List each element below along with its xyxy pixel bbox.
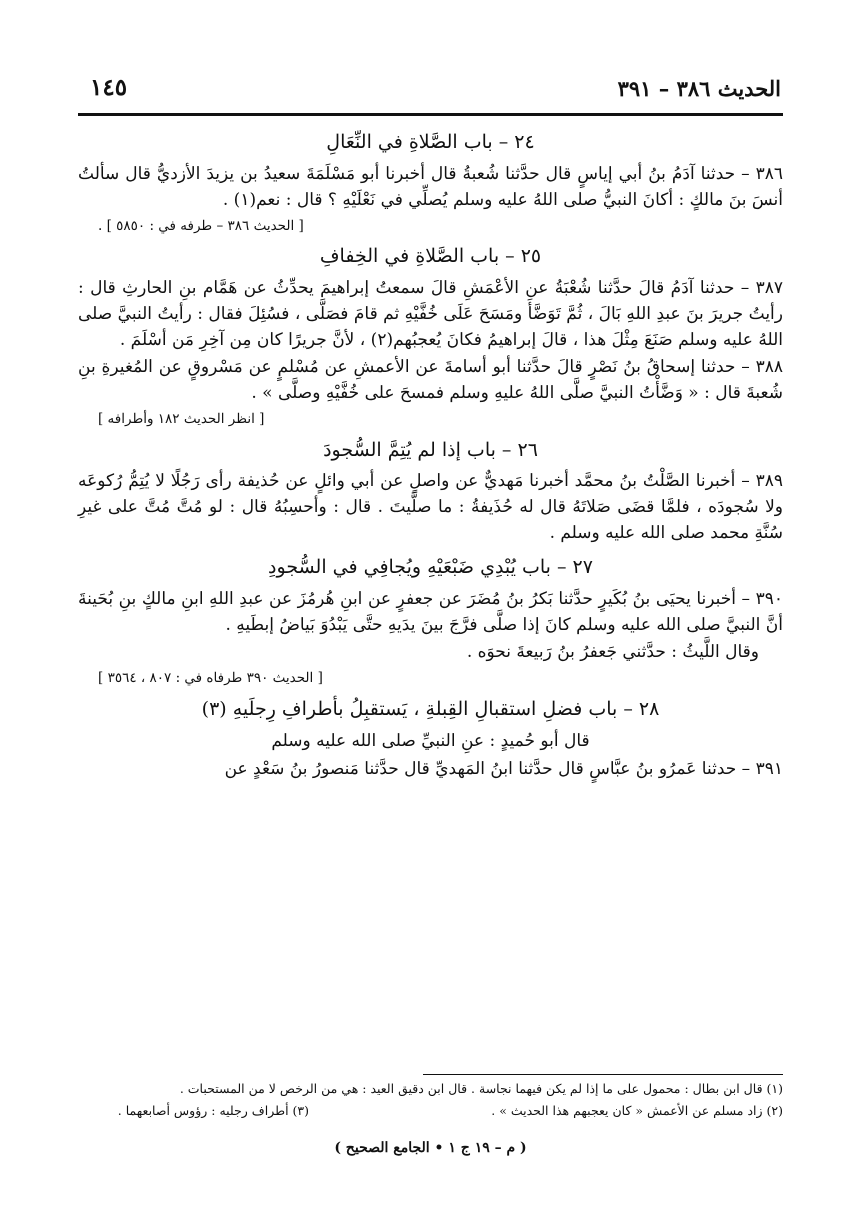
hadith-390-ref: [ الحديث ٣٩٠ طرفاه في : ٨٠٧ ، ٣٥٦٤ ] xyxy=(98,670,323,687)
hadith-386-ref: [ الحديث ٣٨٦ – طرفه في : ٥٨٥٠ ] . xyxy=(98,217,304,234)
hadith-386: ٣٨٦ – حدثنا آدَمُ بنُ أبي إياسٍ قال حدَّثنا شُعبةُ قال أخبرنا أبو مَسْلَمَةَ سعيدُ بن يزيدَ الأزديُّ قال سألتُ أنسَ بنَ مالكٍ : أكانَ النبيُّ صلى اللهُ عليه وسلم يُصلِّي في نَعْلَيْهِ ؟ قال : نعم(١) . xyxy=(78,163,783,210)
hadith-388: ٣٨٨ – حدثنا إسحاقُ بنُ نَصْرٍ قالَ حدَّثنا أبو أسامةَ عن الأعمشِ عن مُسْلمٍ عن مَسْروقٍ عن المُغيرةِ بنِ شُعبةَ قال : « وَضَّأْتُ النبيَّ صلَّى اللهُ عليهِ وسلم فمسحَ على خُفَّيْهِ وصلَّى » . xyxy=(78,357,783,404)
chapter-28-note: قال أبو حُميدٍ : عنِ النبيِّ صلى الله عليه وسلم xyxy=(271,730,590,751)
footnote-3: (٣) أطراف رجليه : رؤوس أصابعهما . xyxy=(117,1102,310,1118)
footnotes xyxy=(78,1078,783,1122)
header-rule xyxy=(78,113,783,116)
chapter-26-heading: ٢٦ – باب إذا لم يُتِمَّ السُّجودَ xyxy=(323,438,538,461)
running-header-hadith-range: الحديث ٣٨٦ – ٣٩١ xyxy=(617,76,781,101)
chapter-28-heading: ٢٨ – باب فضلِ استقبالِ القِبلةِ ، يَستقبِلُ بأطرافِ رِجلَيهِ (٣) xyxy=(201,697,660,720)
footnote-2: (٢) زاد مسلم عن الأعمش « كان يعجبهم هذا الحديث » . xyxy=(491,1102,783,1118)
hadith-387: ٣٨٧ – حدثنا آدَمُ قالَ حدَّثنا شُعْبَةُ عن الأعْمَشِ قالَ سمعتُ إبراهيمَ يحدِّثُ عن هَمَّام بنِ الحارثِ قال : رأيتُ جريرَ بنَ عبدِ اللهِ بَالَ ، ثُمَّ تَوَضَّأَ ومَسَحَ عَلَى خُفَّيْهِ ثم قامَ فصَلَّى ، فسُئِلَ فقال : رأيتُ النبيَّ صلى اللهُ عليه وسلم صَنَعَ مِثْلَ هذا ، قالَ إبراهيمُ فكانَ يُعجبُهم(٢) ، لأنَّ جريرًا كان مِن آخِرِ مَن أسْلَمَ . xyxy=(78,277,783,350)
chapter-27-heading: ٢٧ – باب يُبْدِي ضَبْعَيْهِ ويُجافِي في السُّجودِ xyxy=(268,555,593,578)
footnote-rule xyxy=(423,1074,783,1075)
signature-imprint: ( م – ١٩ ج ١ • الجامع الصحيح ) xyxy=(334,1140,527,1156)
page-number: ١٤٥ xyxy=(90,74,128,101)
hadith-390-extra: وقال اللَّيثُ : حدَّثني جَعفرُ بنُ رَبيعةَ نحوَه . xyxy=(466,642,759,663)
chapter-24-heading: ٢٤ – باب الصَّلاةِ في النِّعَالِ xyxy=(326,131,535,153)
page-body xyxy=(78,122,783,784)
chapter-25-heading: ٢٥ – باب الصَّلاةِ في الخِفافِ xyxy=(319,245,542,268)
hadith-391: ٣٩١ – حدثنا عَمرُو بنُ عبَّاسٍ قال حدَّثنا ابنُ المَهديِّ قال حدَّثنا مَنصورُ بنُ سَعْدٍ عن xyxy=(224,758,783,779)
footnote-1: (١) قال ابن بطال : محمول على ما إذا لم يكن فيهما نجاسة . قال ابن دقيق العيد : هي من الرخص لا من المستحبات . xyxy=(179,1081,783,1096)
hadith-388-ref: [ انظر الحديث ١٨٢ وأطرافه ] xyxy=(98,411,265,428)
hadith-389: ٣٨٩ – أخبرنا الصَّلْتُ بنُ محمَّد أخبرنا مَهديٌّ عن واصلٍ عن أبي وائلٍ عن حُذيفة رأى رَجُلًا لا يُتِمُّ رُكوعَه ولا سُجودَه ، فلمَّا قضَى صَلاتَهُ قال له حُذَيفةُ : ما صلَّيتَ . قال : وأحسِبُهُ قال : لو مُتَّ مُتَّ على غيرِ سُنَّةِ محمد صلى الله عليه وسلم . xyxy=(78,471,783,544)
hadith-390: ٣٩٠ – أخبرنا يحيَى بنُ بُكَيرٍ حدَّثنا بَكرُ بنُ مُضَرَ عن جعفرٍ عن ابنِ هُرمُزَ عن عبدِ اللهِ ابنِ مالكٍ بنِ بُحَينةَ أنَّ النبيَّ صلى الله عليه وسلم كانَ إذا صلَّى فرَّجَ بينَ يدَيهِ حتَّى يَبْدُوَ بَياضُ إبطَيهِ . xyxy=(78,588,783,635)
footnote-row xyxy=(78,1100,783,1122)
